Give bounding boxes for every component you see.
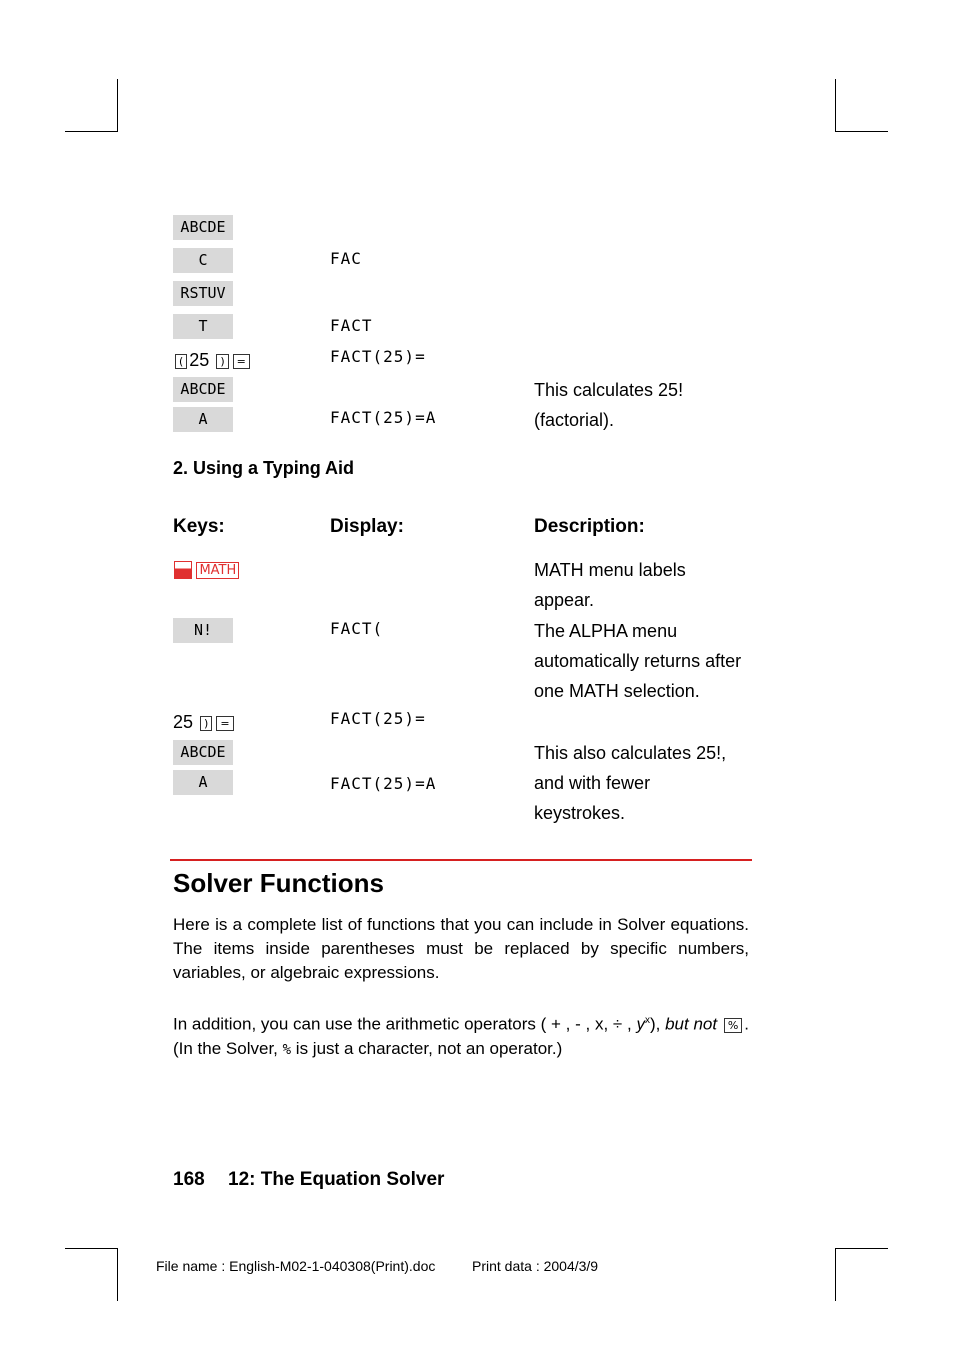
menu-key-t: T [173,314,233,339]
column-header-description: Description: [534,516,645,537]
crop-mark-top-right-v [835,79,836,132]
menu-key-abcde: ABCDE [173,215,233,240]
menu-key-a: A [173,770,233,795]
column-header-keys: Keys: [173,516,225,537]
description-text: keystrokes. [534,803,626,823]
display-text: FACT [330,316,373,335]
crop-mark-bottom-right-h [835,1248,888,1249]
text-run: In addition, you can use the arithmetic operators ( + , - , x, ÷ , [173,1014,637,1034]
crop-mark-top-left-h [65,131,118,132]
chapter-title: 12: The Equation Solver [228,1169,445,1190]
description-text: and with fewer [534,773,651,793]
shift-key-icon [174,561,192,579]
section-rule [170,859,752,861]
display-text: FACT(25)= [330,347,426,366]
file-name: File name : English-M02-1-040308(Print).doc [156,1258,436,1274]
key-sequence [173,710,236,734]
menu-key-c: C [173,248,233,273]
close-paren-key: ) [200,716,212,731]
text-run: is just a character, not an operator.) [291,1038,563,1058]
description-text: appear. [534,590,595,610]
description-text: MATH menu labels [534,560,686,580]
print-data: Print data : 2004/3/9 [472,1258,599,1274]
key-sequence [173,348,252,372]
crop-mark-top-right-h [835,131,888,132]
crop-mark-bottom-left-v [117,1248,118,1301]
body-paragraph [173,1009,749,1062]
text-run: x [644,1015,650,1026]
text-run: but [665,1014,689,1034]
menu-key-a: A [173,407,233,432]
crop-mark-top-left-v [117,79,118,132]
display-text: FACT(25)=A [330,774,437,793]
close-paren-key: ) [216,354,228,369]
description-text: automatically returns after [534,651,742,671]
menu-key-n-factorial: N! [173,618,233,643]
equals-key: = [233,354,250,369]
percent-character: % [282,1041,292,1058]
display-text: FAC [330,249,362,268]
body-paragraph: Here is a complete list of functions that you can include in Solver equations. The items inside parentheses must be replaced by specific numbers, variables, or algebraic expressions. [173,915,749,982]
column-header-display: Display: [330,516,404,537]
equals-key: = [216,716,233,731]
menu-key-abcde: ABCDE [173,377,233,402]
display-text: FACT( [330,619,384,638]
text-run: . (In the Solver, [173,1014,749,1058]
menu-key-abcde: ABCDE [173,740,233,765]
percent-key: % [724,1018,742,1033]
section-heading: 2. Using a Typing Aid [173,458,355,478]
crop-mark-bottom-left-h [65,1248,118,1249]
description-text: The ALPHA menu [534,621,678,641]
open-paren-key: ( [175,354,187,369]
text-run: not [693,1014,718,1034]
section-title: Solver Functions [173,868,384,898]
math-key: MATH [196,562,239,579]
display-text: FACT(25)= [330,709,426,728]
display-text: FACT(25)=A [330,408,437,427]
key-number: 25 [189,350,210,370]
page-number: 168 [173,1169,205,1190]
description-text: (factorial). [534,410,615,430]
description-text: This calculates 25! [534,380,684,400]
shift-math-keys [174,561,239,579]
key-number: 25 [173,712,194,732]
description-text: This also calculates 25!, [534,743,727,763]
text-run: y [636,1014,645,1034]
menu-key-rstuv: RSTUV [173,281,233,306]
text-run: ), [649,1014,666,1034]
crop-mark-bottom-right-v [835,1248,836,1301]
description-text: one MATH selection. [534,681,700,701]
